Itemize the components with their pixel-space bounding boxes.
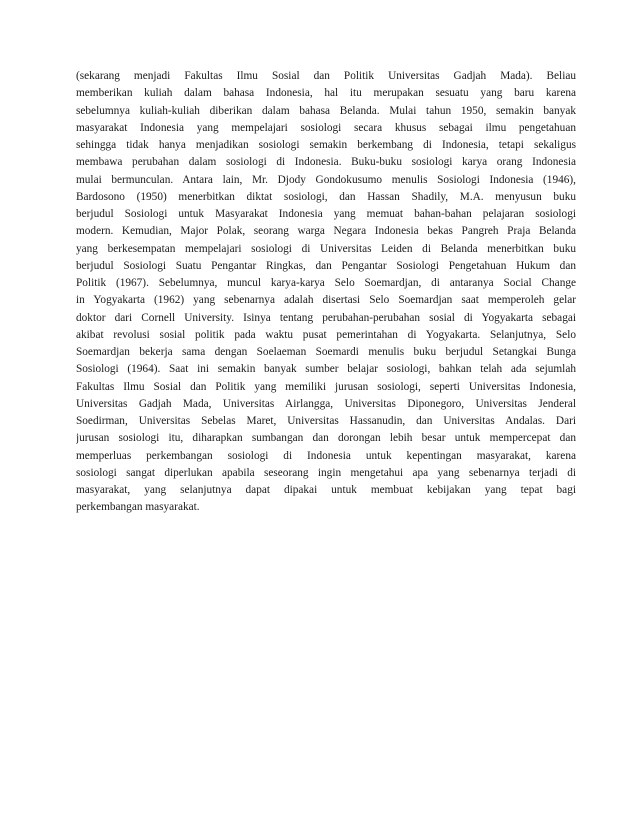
- text-line: masyarakat Indonesia yang mempelajari sosiologi secara khusus sebagai ilmu pengetahuan: [76, 121, 576, 134]
- text-line: sebelumnya kuliah-kuliah diberikan dalam bahasa Belanda. Mulai tahun 1950, semakin banyak: [76, 104, 576, 117]
- body-paragraph: [76, 68, 576, 517]
- text-line: mulai bermunculan. Antara lain, Mr. Djody Gondokusumo menulis Sosiologi Indonesia (1946),: [76, 173, 576, 186]
- text-line: sehingga tidak hanya menjadikan sosiologi semakin berkembang di Indonesia, tetapi sekaligus: [76, 139, 576, 151]
- text-line: Universitas Gadjah Mada, Universitas Airlangga, Universitas Diponegoro, Universitas Jenderal: [76, 397, 576, 410]
- text-line: berjudul Sosiologi untuk Masyarakat Indonesia yang memuat bahan-bahan pelajaran sosiologi: [76, 208, 576, 220]
- text-line: berjudul Sosiologi Suatu Pengantar Ringkas, dan Pengantar Sosiologi Pengetahuan Hukum dan: [76, 259, 576, 272]
- text-line: masyarakat, yang selanjutnya dapat dipakai untuk membuat kebijakan yang tepat bagi: [76, 484, 576, 496]
- text-line: Politik (1967). Sebelumnya, muncul karya-karya Selo Soemardjan, di antaranya Social Change: [76, 277, 576, 289]
- text-line: memberikan kuliah dalam bahasa Indonesia, hal itu merupakan sesuatu yang baru karena: [76, 87, 576, 100]
- text-line: in Yogyakarta (1962) yang sebenarnya adalah disertasi Selo Soemardjan saat memperoleh gelar: [76, 294, 576, 307]
- text-line: (sekarang menjadi Fakultas Ilmu Sosial dan Politik Universitas Gadjah Mada). Beliau: [76, 70, 576, 82]
- text-line: membawa perubahan dalam sosiologi di Indonesia. Buku-buku sosiologi karya orang Indonesia: [76, 156, 576, 169]
- text-line-last: perkembangan masyarakat.: [76, 501, 200, 514]
- text-line: modern. Kemudian, Major Polak, seorang warga Negara Indonesia bekas Pangreh Praja Belanda: [76, 225, 576, 238]
- text-line: Sosiologi (1964). Saat ini semakin banyak sumber belajar sosiologi, bahkan telah ada sejumlah: [76, 363, 576, 376]
- text-line: Soemardjan bekerja sama dengan Soelaeman Soemardi menulis buku berjudul Setangkai Bunga: [76, 346, 576, 358]
- text-line: jurusan sosiologi itu, diharapkan sumbangan dan dorongan lebih besar untuk mempercepat dan: [76, 432, 576, 445]
- text-line: Bardosono (1950) menerbitkan diktat sosiologi, dan Hassan Shadily, M.A. menyusun buku: [76, 190, 576, 203]
- text-line: akibat revolusi sosial politik pada waktu pusat pemerintahan di Yogyakarta. Selanjutnya, Selo: [76, 328, 576, 341]
- text-line: sosiologi sangat diperlukan apabila seseorang ingin mengetahui apa yang sebenarnya terjadi di: [76, 466, 576, 479]
- text-line: Fakultas Ilmu Sosial dan Politik yang memiliki jurusan sosiologi, seperti Universitas Indonesia,: [76, 380, 576, 393]
- text-line: Soedirman, Universitas Sebelas Maret, Universitas Hassanudin, dan Universitas Andalas. Dari: [76, 415, 576, 427]
- text-line: doktor dari Cornell University. Isinya tentang perubahan-perubahan sosial di Yogyakarta sebagai: [76, 311, 576, 324]
- text-line: memperluas perkembangan sosiologi di Indonesia untuk kepentingan masyarakat, karena: [76, 449, 576, 462]
- text-line: yang berkesempatan mempelajari sosiologi di Universitas Leiden di Belanda menerbitkan buku: [76, 242, 576, 255]
